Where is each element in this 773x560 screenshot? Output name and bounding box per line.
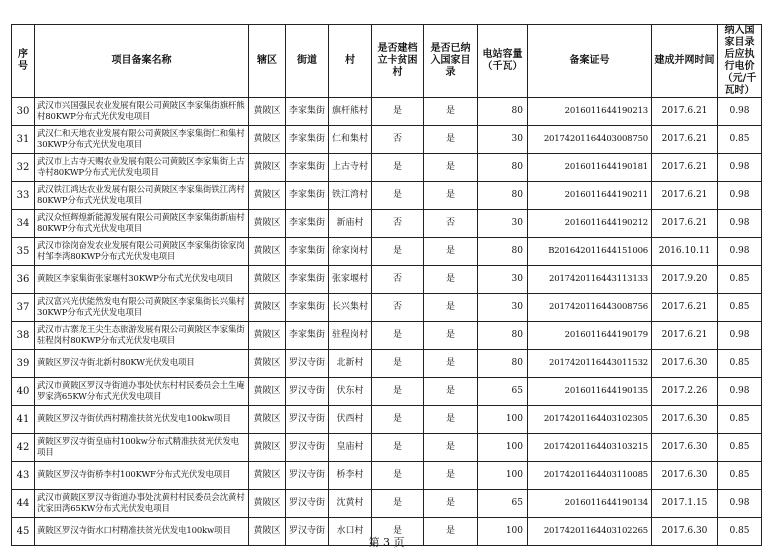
poverty-cell: 是 xyxy=(372,98,424,126)
completion-date: 2017.6.21 xyxy=(652,126,718,154)
catalog-cell: 是 xyxy=(424,238,478,266)
village-cell: 张家堰村 xyxy=(329,266,372,294)
table-row xyxy=(12,266,762,294)
village-cell: 上古寺村 xyxy=(329,154,372,182)
capacity-cell: 80 xyxy=(478,182,528,210)
header-district: 辖区 xyxy=(249,25,286,98)
village-cell: 驻程岗村 xyxy=(329,322,372,350)
table-row xyxy=(12,182,762,210)
catalog-cell: 是 xyxy=(424,266,478,294)
village-cell: 伏西村 xyxy=(329,406,372,434)
table-row xyxy=(12,98,762,126)
header-row xyxy=(12,25,762,98)
project-name: 武汉市上古寺天赐农业发展有限公司黄陂区李家集街上古寺村80KWP分布式光伏发电项目 xyxy=(35,154,249,182)
price-cell: 0.85 xyxy=(718,434,762,462)
row-index: 44 xyxy=(12,490,35,518)
catalog-cell: 是 xyxy=(424,406,478,434)
catalog-cell: 是 xyxy=(424,462,478,490)
price-cell: 0.98 xyxy=(718,182,762,210)
completion-date: 2017.6.21 xyxy=(652,322,718,350)
cert-number: 2016011644190212 xyxy=(528,210,652,238)
row-index: 37 xyxy=(12,294,35,322)
price-cell: 0.98 xyxy=(718,210,762,238)
project-name: 武汉市古寨龙王尖生态旅游发展有限公司黄陂区李家集街驻程岗村80KWP分布式光伏发电项目 xyxy=(35,322,249,350)
price-cell: 0.85 xyxy=(718,126,762,154)
village-cell: 徐家岗村 xyxy=(329,238,372,266)
price-cell: 0.85 xyxy=(718,462,762,490)
capacity-cell: 80 xyxy=(478,98,528,126)
project-name: 武汉市兴国强民农业发展有限公司黄陂区李家集街旗杆熊村80KWP分布式光伏发电项目 xyxy=(35,98,249,126)
capacity-cell: 30 xyxy=(478,294,528,322)
completion-date: 2017.6.21 xyxy=(652,98,718,126)
village-cell: 皇庙村 xyxy=(329,434,372,462)
table-row xyxy=(12,350,762,378)
district-cell: 黄陂区 xyxy=(249,378,286,406)
row-index: 43 xyxy=(12,462,35,490)
district-cell: 黄陂区 xyxy=(249,154,286,182)
district-cell: 黄陂区 xyxy=(249,238,286,266)
capacity-cell: 30 xyxy=(478,266,528,294)
poverty-cell: 是 xyxy=(372,238,424,266)
table-row xyxy=(12,378,762,406)
header-poverty: 是否建档立卡贫困村 xyxy=(372,25,424,98)
completion-date: 2017.2.26 xyxy=(652,378,718,406)
street-cell: 罗汉寺街 xyxy=(286,462,329,490)
street-cell: 李家集街 xyxy=(286,182,329,210)
village-cell: 铁江湾村 xyxy=(329,182,372,210)
header-village: 村 xyxy=(329,25,372,98)
poverty-cell: 是 xyxy=(372,406,424,434)
poverty-cell: 是 xyxy=(372,182,424,210)
village-cell: 新庙村 xyxy=(329,210,372,238)
catalog-cell: 是 xyxy=(424,294,478,322)
street-cell: 罗汉寺街 xyxy=(286,406,329,434)
project-name: 武汉铁江鸿达农业发展有限公司黄陂区李家集街铁江湾村80KWP分布式光伏发电项目 xyxy=(35,182,249,210)
capacity-cell: 80 xyxy=(478,154,528,182)
village-cell: 桥李村 xyxy=(329,462,372,490)
completion-date: 2016.10.11 xyxy=(652,238,718,266)
completion-date: 2017.9.20 xyxy=(652,266,718,294)
catalog-cell: 是 xyxy=(424,126,478,154)
district-cell: 黄陂区 xyxy=(249,182,286,210)
project-name: 武汉仁和天地农业发展有限公司黄陂区李家集街仁和集村30KWP分布式光伏发电项目 xyxy=(35,126,249,154)
row-index: 33 xyxy=(12,182,35,210)
street-cell: 李家集街 xyxy=(286,294,329,322)
poverty-cell: 是 xyxy=(372,322,424,350)
poverty-cell: 是 xyxy=(372,378,424,406)
street-cell: 罗汉寺街 xyxy=(286,490,329,518)
village-cell: 沈黄村 xyxy=(329,490,372,518)
table-row xyxy=(12,238,762,266)
cert-number: 2016011644190211 xyxy=(528,182,652,210)
street-cell: 李家集街 xyxy=(286,126,329,154)
cert-number: B201642011644151006 xyxy=(528,238,652,266)
row-index: 35 xyxy=(12,238,35,266)
cert-number: 20174201164403102305 xyxy=(528,406,652,434)
project-table xyxy=(11,24,762,546)
project-name: 武汉市黄陂区罗汉寺街道办事处沈黄村村民委员会沈黄村沈家田湾65KW分布式光伏发电项目 xyxy=(35,490,249,518)
table-row xyxy=(12,154,762,182)
cert-number: 2016011644190134 xyxy=(528,490,652,518)
header-street: 街道 xyxy=(286,25,329,98)
street-cell: 罗汉寺街 xyxy=(286,378,329,406)
project-name: 武汉市黄陂区罗汉寺街道办事处伏东村村民委员会土生庵罗家湾65KW分布式光伏发电项目 xyxy=(35,378,249,406)
table-row xyxy=(12,210,762,238)
poverty-cell: 是 xyxy=(372,350,424,378)
catalog-cell: 否 xyxy=(424,210,478,238)
capacity-cell: 80 xyxy=(478,322,528,350)
row-index: 30 xyxy=(12,98,35,126)
catalog-cell: 是 xyxy=(424,378,478,406)
completion-date: 2017.6.30 xyxy=(652,350,718,378)
price-cell: 0.85 xyxy=(718,406,762,434)
poverty-cell: 否 xyxy=(372,294,424,322)
table-row xyxy=(12,434,762,462)
catalog-cell: 是 xyxy=(424,490,478,518)
poverty-cell: 是 xyxy=(372,518,424,546)
header-name: 项目备案名称 xyxy=(35,25,249,98)
village-cell: 水口村 xyxy=(329,518,372,546)
price-cell: 0.98 xyxy=(718,490,762,518)
district-cell: 黄陂区 xyxy=(249,490,286,518)
project-name: 黄陂区李家集街张家堰村30KWP分布式光伏发电项目 xyxy=(35,266,249,294)
district-cell: 黄陂区 xyxy=(249,434,286,462)
poverty-cell: 是 xyxy=(372,434,424,462)
price-cell: 0.98 xyxy=(718,154,762,182)
row-index: 31 xyxy=(12,126,35,154)
header-idx: 序号 xyxy=(12,25,35,98)
header-catalog: 是否已纳入国家目录 xyxy=(424,25,478,98)
row-index: 38 xyxy=(12,322,35,350)
price-cell: 0.85 xyxy=(718,350,762,378)
price-cell: 0.98 xyxy=(718,322,762,350)
price-cell: 0.85 xyxy=(718,294,762,322)
district-cell: 黄陂区 xyxy=(249,126,286,154)
row-index: 32 xyxy=(12,154,35,182)
header-cert: 备案证号 xyxy=(528,25,652,98)
completion-date: 2017.6.30 xyxy=(652,406,718,434)
cert-number: 2017420116443113133 xyxy=(528,266,652,294)
table-row xyxy=(12,490,762,518)
capacity-cell: 100 xyxy=(478,434,528,462)
completion-date: 2017.6.21 xyxy=(652,294,718,322)
district-cell: 黄陂区 xyxy=(249,406,286,434)
cert-number: 2016011644190181 xyxy=(528,154,652,182)
district-cell: 黄陂区 xyxy=(249,266,286,294)
district-cell: 黄陂区 xyxy=(249,294,286,322)
street-cell: 罗汉寺街 xyxy=(286,518,329,546)
street-cell: 李家集街 xyxy=(286,322,329,350)
completion-date: 2017.6.21 xyxy=(652,154,718,182)
project-name: 武汉市徐岗奋发农业发展有限公司黄陂区李家集街徐家岗村邹李湾80KWP分布式光伏发电项目 xyxy=(35,238,249,266)
catalog-cell: 是 xyxy=(424,434,478,462)
price-cell: 0.98 xyxy=(718,378,762,406)
table-row xyxy=(12,322,762,350)
table-row xyxy=(12,126,762,154)
header-capacity: 电站容量（千瓦） xyxy=(478,25,528,98)
project-name: 黄陂区罗汉寺街水口村精准扶贫光伏发电100kw项目 xyxy=(35,518,249,546)
cert-number: 2017420116443011532 xyxy=(528,350,652,378)
cert-number: 20174201164403110085 xyxy=(528,462,652,490)
street-cell: 罗汉寺街 xyxy=(286,434,329,462)
project-name: 武汉富兴光伏能然发电有限公司黄陂区李家集街长兴集村30KWP分布式光伏发电项目 xyxy=(35,294,249,322)
project-name: 武汉众恒辉煌新能源发展有限公司黄陂区李家集街新庙村80KWP分布式光伏发电项目 xyxy=(35,210,249,238)
project-name: 黄陂区罗汉寺街伏西村精准扶贫光伏发电100kw项目 xyxy=(35,406,249,434)
district-cell: 黄陂区 xyxy=(249,98,286,126)
poverty-cell: 否 xyxy=(372,210,424,238)
row-index: 41 xyxy=(12,406,35,434)
catalog-cell: 是 xyxy=(424,182,478,210)
capacity-cell: 100 xyxy=(478,462,528,490)
row-index: 45 xyxy=(12,518,35,546)
capacity-cell: 100 xyxy=(478,406,528,434)
capacity-cell: 100 xyxy=(478,518,528,546)
district-cell: 黄陂区 xyxy=(249,322,286,350)
price-cell: 0.98 xyxy=(718,98,762,126)
district-cell: 黄陂区 xyxy=(249,350,286,378)
completion-date: 2017.6.30 xyxy=(652,518,718,546)
cert-number: 2017420116443008756 xyxy=(528,294,652,322)
cert-number: 20174201164403008750 xyxy=(528,126,652,154)
row-index: 36 xyxy=(12,266,35,294)
cert-number: 20174201164403103215 xyxy=(528,434,652,462)
district-cell: 黄陂区 xyxy=(249,210,286,238)
row-index: 39 xyxy=(12,350,35,378)
street-cell: 李家集街 xyxy=(286,238,329,266)
village-cell: 北新村 xyxy=(329,350,372,378)
catalog-cell: 是 xyxy=(424,518,478,546)
cert-number: 2016011644190135 xyxy=(528,378,652,406)
cert-number: 2016011644190179 xyxy=(528,322,652,350)
village-cell: 伏东村 xyxy=(329,378,372,406)
row-index: 40 xyxy=(12,378,35,406)
poverty-cell: 是 xyxy=(372,154,424,182)
street-cell: 李家集街 xyxy=(286,266,329,294)
completion-date: 2017.6.30 xyxy=(652,462,718,490)
cert-number: 2016011644190213 xyxy=(528,98,652,126)
table-row xyxy=(12,294,762,322)
completion-date: 2017.6.30 xyxy=(652,434,718,462)
catalog-cell: 是 xyxy=(424,98,478,126)
poverty-cell: 否 xyxy=(372,266,424,294)
street-cell: 李家集街 xyxy=(286,98,329,126)
project-name: 黄陂区罗汉寺街皇庙村100kw分布式精准扶贫光伏发电项目 xyxy=(35,434,249,462)
row-index: 34 xyxy=(12,210,35,238)
street-cell: 李家集街 xyxy=(286,210,329,238)
village-cell: 长兴集村 xyxy=(329,294,372,322)
poverty-cell: 否 xyxy=(372,126,424,154)
price-cell: 0.85 xyxy=(718,266,762,294)
catalog-cell: 是 xyxy=(424,154,478,182)
capacity-cell: 30 xyxy=(478,126,528,154)
poverty-cell: 是 xyxy=(372,462,424,490)
capacity-cell: 30 xyxy=(478,210,528,238)
row-index: 42 xyxy=(12,434,35,462)
project-name: 黄陂区罗汉寺街北新村80KW光伏发电项目 xyxy=(35,350,249,378)
capacity-cell: 65 xyxy=(478,378,528,406)
price-cell: 0.85 xyxy=(718,518,762,546)
catalog-cell: 是 xyxy=(424,322,478,350)
completion-date: 2017.1.15 xyxy=(652,490,718,518)
village-cell: 仁和集村 xyxy=(329,126,372,154)
cert-number: 20174201164403102265 xyxy=(528,518,652,546)
village-cell: 旗杆熊村 xyxy=(329,98,372,126)
district-cell: 黄陂区 xyxy=(249,518,286,546)
district-cell: 黄陂区 xyxy=(249,462,286,490)
header-date: 建成并网时间 xyxy=(652,25,718,98)
catalog-cell: 是 xyxy=(424,350,478,378)
street-cell: 罗汉寺街 xyxy=(286,350,329,378)
project-name: 黄陂区罗汉寺街桥李村100KWF分布式光伏发电项目 xyxy=(35,462,249,490)
completion-date: 2017.6.21 xyxy=(652,210,718,238)
price-cell: 0.98 xyxy=(718,238,762,266)
page-number: 第 3 页 xyxy=(368,536,405,549)
poverty-cell: 是 xyxy=(372,490,424,518)
header-price: 纳入国家目录后应执行电价（元/千瓦时） xyxy=(718,25,762,98)
completion-date: 2017.6.21 xyxy=(652,182,718,210)
table-row xyxy=(12,406,762,434)
table-row xyxy=(12,462,762,490)
street-cell: 李家集街 xyxy=(286,154,329,182)
capacity-cell: 80 xyxy=(478,350,528,378)
capacity-cell: 65 xyxy=(478,490,528,518)
capacity-cell: 80 xyxy=(478,238,528,266)
